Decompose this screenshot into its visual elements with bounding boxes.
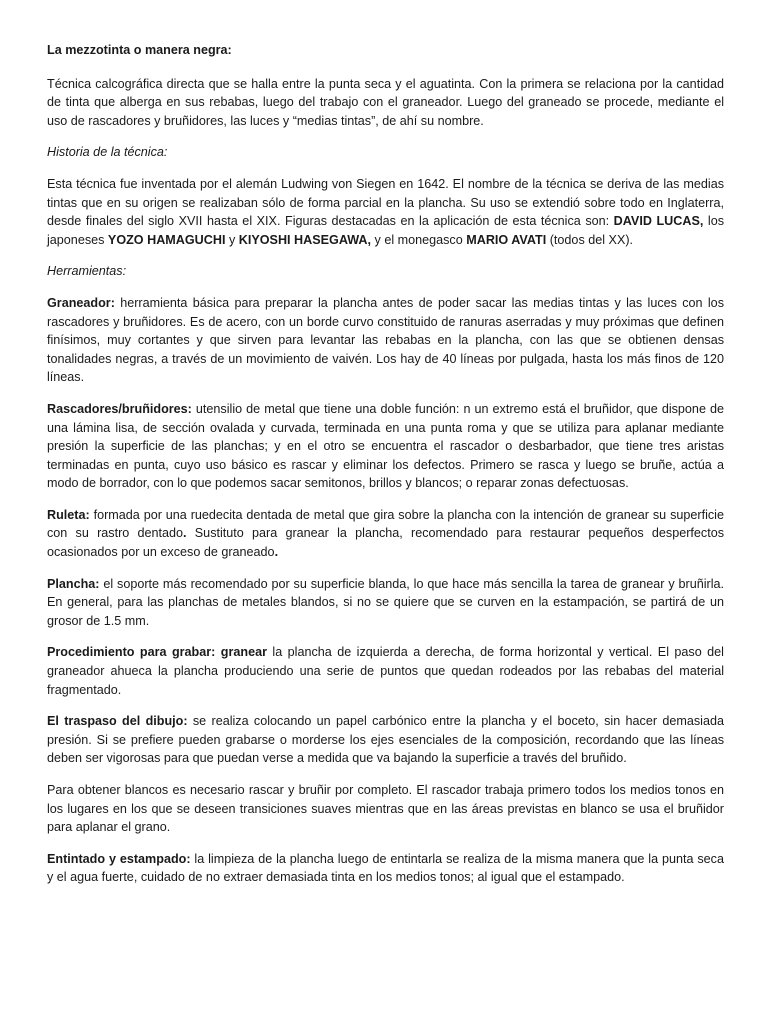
blancos-paragraph: Para obtener blancos es necesario rascar y bruñir por completo. El rascador trabaja primero todos los medios tonos en los lugares en los que se deseen transiciones suaves mientras que en las áreas previstas en blanco se usa el bruñidor para aplanar el grano. [47, 783, 724, 835]
artist-kiyoshi-hasegawa: KIYOSHI HASEGAWA, [238, 232, 372, 247]
document-title: La mezzotinta o manera negra: [47, 43, 232, 57]
graneador-paragraph [47, 294, 724, 387]
rascadores-paragraph [47, 400, 724, 493]
plancha-term: Plancha: [47, 576, 100, 591]
plancha-text: el soporte más recomendado por su superficie blanda, lo que hace más sencilla la tarea de granear y bruñirla. En general, para las planchas de metales blandos, si no se quiere que se curven en la estampación, se partirá de un grosor de 1.5 mm. [47, 576, 724, 628]
procedimiento-text: la plancha de izquierda a derecha, de forma horizontal y vertical. El paso del graneador ahueca la plancha produciendo una serie de puntos que quedan rodeados por las rebabas del material fragmentado. [47, 645, 724, 697]
entintado-paragraph [47, 850, 724, 887]
ruleta-text-1: formada por una ruedecita dentada de metal que gira sobre la plancha con la intención de granear su superficie con su rastro dentado [47, 507, 724, 541]
historia-paragraph [47, 175, 724, 249]
entintado-term: Entintado y estampado: [47, 851, 191, 866]
historia-text-1: Esta técnica fue inventada por el alemán Ludwing von Siegen en 1642. El nombre de la técnica se deriva de las medias tintas que en su origen se realizaban sólo de forma parcial en la plancha. Su uso se extendió sobre todo en Inglaterra, desde finales del siglo XVII hasta el XIX. Figuras destacadas en la aplicación de esta técnica son: [47, 176, 724, 229]
procedimiento-term: Procedimiento para grabar: granear [47, 645, 267, 660]
ruleta-dot-1: . [183, 526, 187, 541]
historia-text-2: los japoneses [47, 214, 724, 247]
traspaso-text: se realiza colocando un papel carbónico entre la plancha y el boceto, sin hacer demasiada presión. Si se prefiere pueden grabarse o morderse los ejes esenciales de la composición, recordando que las líneas deben ser vigorosas para que puedan verse a medida que va bajando la superficie a través del bruñido. [47, 714, 724, 766]
ruleta-dot-2: . [274, 545, 279, 560]
traspaso-paragraph [47, 712, 724, 768]
herramientas-heading: Herramientas: [47, 264, 127, 279]
ruleta-paragraph [47, 506, 724, 562]
graneador-term: Graneador: [47, 295, 115, 310]
historia-text-5: (todos del XX). [546, 232, 634, 247]
ruleta-text-2: Sustituto para granear la plancha, recomendado para restaurar pequeños desperfectos ocasionados por un exceso de graneado [47, 526, 724, 560]
artist-david-lucas: DAVID LUCAS, [613, 214, 704, 229]
intro-paragraph: Técnica calcográfica directa que se halla entre la punta seca y el aguatinta. Con la primera se relaciona por la cantidad de tinta que alberga en sus rebabas, luego del trabajo con el graneador. Luego del graneado se procede, mediante el uso de rascadores y bruñidores, las luces y “medias tintas”, de ahí su nombre. [47, 76, 724, 128]
rascadores-term: Rascadores/bruñidores: [47, 401, 192, 416]
artist-yozo-hamaguchi: YOZO HAMAGUCHI [107, 232, 226, 247]
historia-text-3: y [225, 232, 239, 247]
historia-heading: Historia de la técnica: [47, 145, 168, 160]
historia-text-4: y el monegasco [371, 232, 467, 247]
artist-mario-avati: MARIO AVATI [466, 232, 547, 247]
ruleta-term: Ruleta: [47, 507, 90, 522]
procedimiento-paragraph [47, 643, 724, 699]
entintado-text: la limpieza de la plancha luego de entintarla se realiza de la misma manera que la punta seca y el agua fuerte, cuidado de no extraer demasiada tinta en los medios tonos; al igual que el estampado. [47, 851, 724, 885]
plancha-paragraph [47, 575, 724, 631]
traspaso-term: El traspaso del dibujo: [47, 714, 188, 729]
rascadores-text: utensilio de metal que tiene una doble función: n un extremo está el bruñidor, que dispone de una lámina lisa, de sección ovalada y curvada, terminada en una punta roma y que se utiliza para aplanar mediante presión la superficie de las planchas; y en el otro se encuentra el rascador o desbarbador, que tiene tres aristas terminadas en punta, cuyo uso básico es rascar y eliminar los defectos. Primero se rasca y luego se bruñe, actúa a modo de borrador, con lo que podemos sacar semitonos, brillos y blancos; o reparar zonas defectuosas. [47, 401, 724, 491]
graneador-text: herramienta básica para preparar la plancha antes de poder sacar las medias tintas y las luces con los rascadores y bruñidores. Es de acero, con un borde curvo constituido de ranuras aserradas y muy próximas que definen finísimos, muy cortantes y que sirven para levantar las rebabas en la plancha, con las que se obtienen densas tonalidades negras, a través de un movimiento de vaivén. Los hay de 40 líneas por pulgada, hasta los más finos de 120 líneas. [47, 295, 724, 385]
